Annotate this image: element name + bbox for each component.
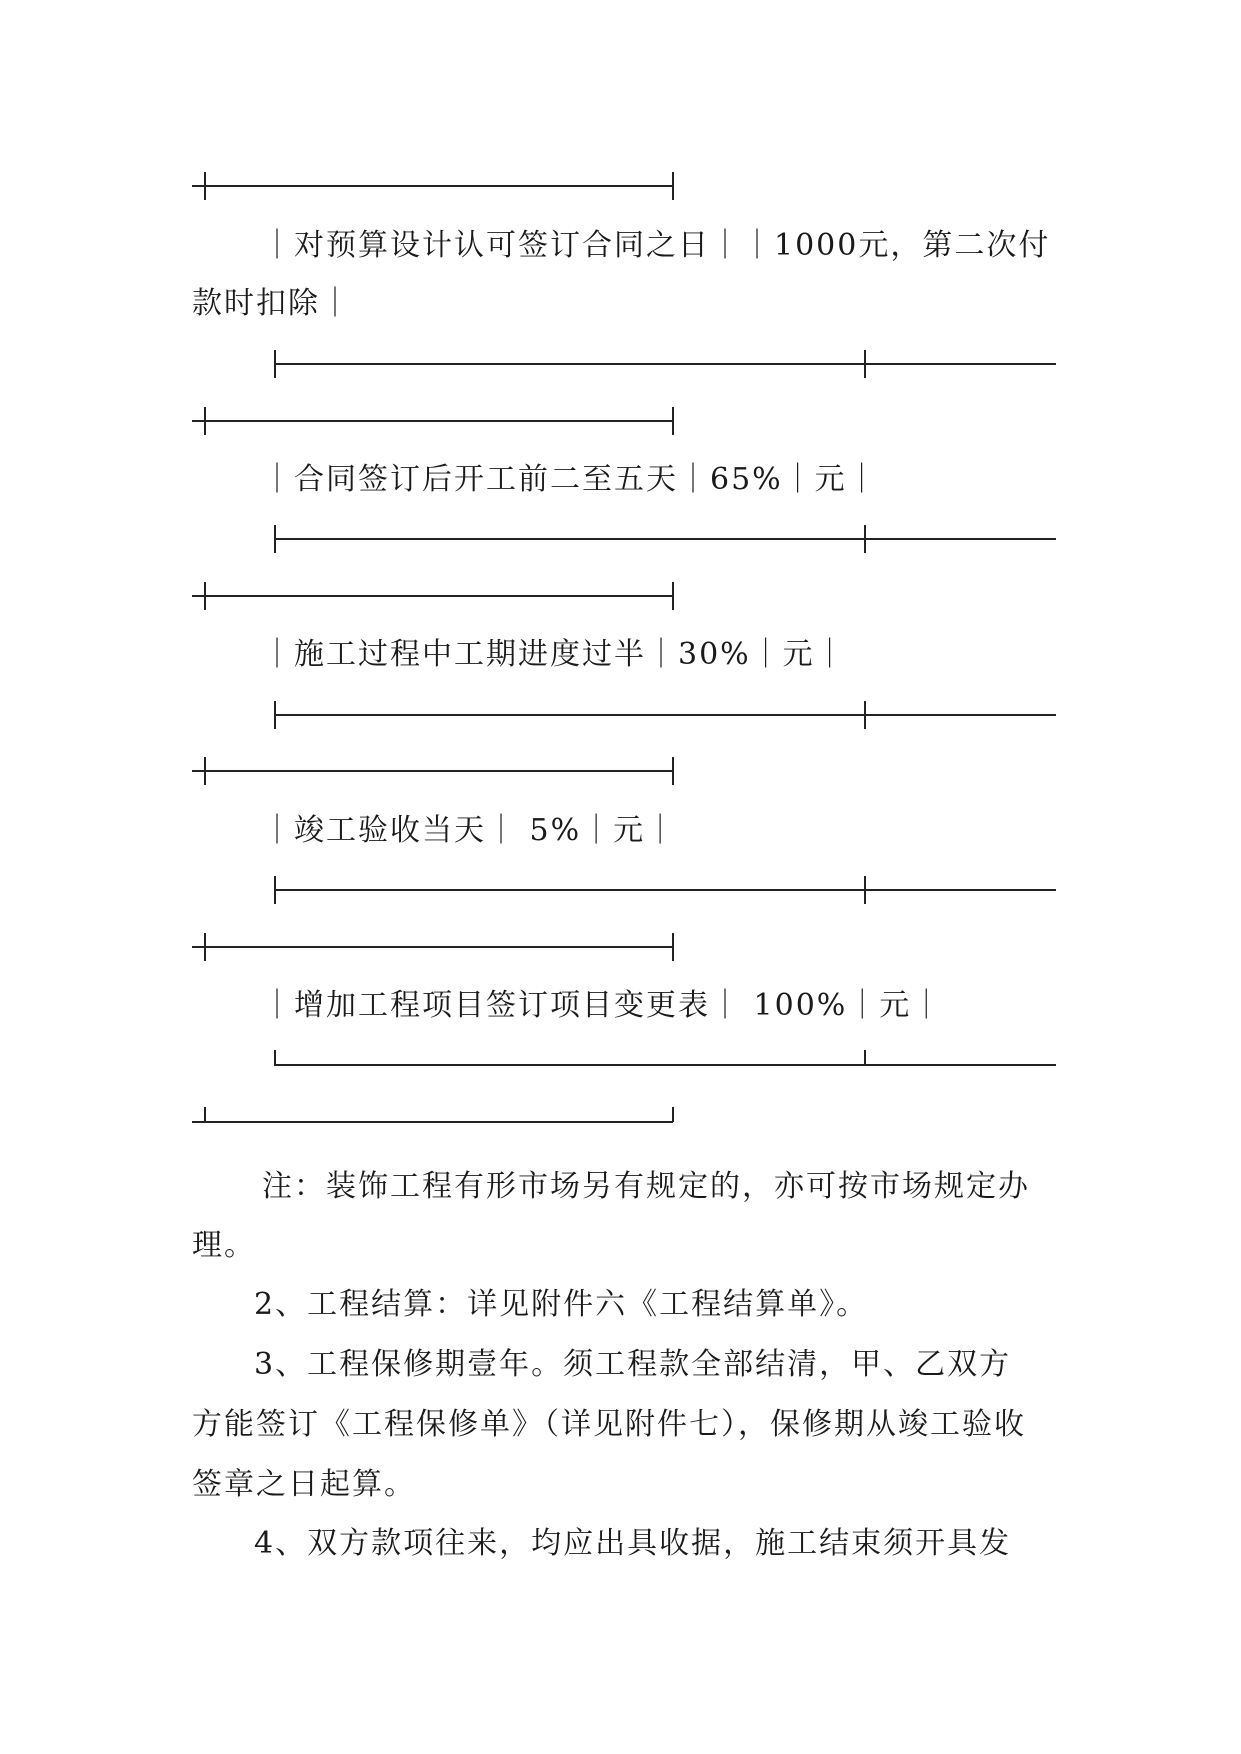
paragraph-line: 注：装饰工程有形市场另有规定的，亦可按市场规定办 (262, 1169, 1030, 1204)
table-rule-tick (672, 757, 674, 785)
table-rule-tick (672, 407, 674, 435)
paragraph-line: 理。 (192, 1228, 256, 1263)
table-rule-tick (204, 582, 206, 610)
paragraph-line: 3、工程保修期壹年。须工程款全部结清，甲、乙双方 (254, 1347, 1012, 1382)
table-rule-tick (864, 1050, 866, 1065)
table-rule-tick (204, 1107, 206, 1122)
table-rule (192, 770, 673, 772)
table-rule (192, 595, 673, 597)
table-rule-tick (274, 525, 276, 553)
table-rule-tick (864, 701, 866, 729)
table-rule-tick (204, 172, 206, 200)
table-rule-tick (274, 350, 276, 378)
paragraph-line: 2、工程结算：详见附件六《工程结算单》。 (254, 1287, 869, 1322)
table-rule-tick (274, 1050, 276, 1065)
table-rule-tick (204, 757, 206, 785)
table-row-text: 款时扣除｜ (192, 286, 352, 321)
table-rule-tick (672, 172, 674, 200)
table-rule (274, 363, 1056, 365)
table-rule (192, 1121, 673, 1123)
paragraph-line: 方能签订《工程保修单》（详见附件七），保修期从竣工验收 (192, 1407, 1026, 1442)
table-rule-tick (864, 876, 866, 904)
paragraph-line: 签章之日起算。 (192, 1467, 416, 1502)
table-rule (274, 538, 1056, 540)
table-row-text: ｜增加工程项目签订项目变更表｜ 100%｜元｜ (262, 988, 944, 1023)
table-rule (192, 420, 673, 422)
table-rule-tick (274, 701, 276, 729)
table-row-text: ｜施工过程中工期进度过半｜30%｜元｜ (262, 637, 847, 672)
table-rule-tick (274, 876, 276, 904)
table-rule-tick (672, 1107, 674, 1122)
table-rule-tick (204, 407, 206, 435)
table-row-text: ｜竣工验收当天｜ 5%｜元｜ (262, 813, 678, 848)
table-rule (274, 714, 1056, 716)
table-rule (274, 889, 1056, 891)
table-row-text: ｜合同签订后开工前二至五天｜65%｜元｜ (262, 462, 879, 497)
table-rule (274, 1064, 1056, 1066)
table-rule-tick (864, 350, 866, 378)
table-rule-tick (672, 582, 674, 610)
table-rule-tick (204, 933, 206, 961)
table-rule-tick (864, 525, 866, 553)
table-rule-tick (672, 933, 674, 961)
paragraph-line: 4、双方款项往来，均应出具收据，施工结束须开具发 (254, 1526, 1012, 1561)
table-rule (192, 185, 673, 187)
table-rule (192, 946, 673, 948)
table-row-text: ｜对预算设计认可签订合同之日｜｜1000元，第二次付 (262, 228, 1051, 263)
